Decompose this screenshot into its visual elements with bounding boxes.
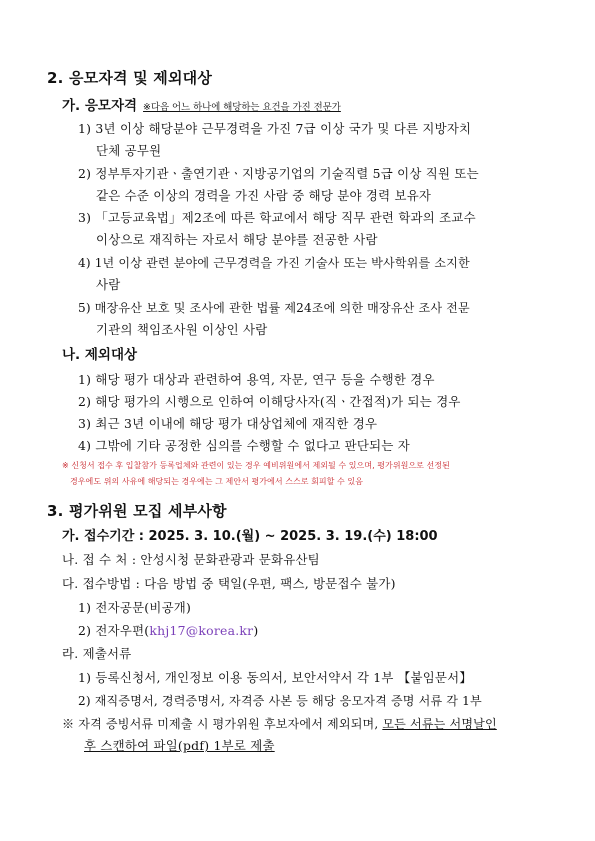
application-place: 나. 접 수 처 : 안성시청 문화관광과 문화유산팀 [62,552,320,567]
application-method: 다. 접수방법 : 다음 방법 중 택일(우편, 팩스, 방문접수 불가) [62,576,396,591]
qual-item-1-line-1: 1) 3년 이상 해당분야 근무경력을 가진 7급 이상 국가 및 다른 지방자치 [78,121,472,136]
final-note-prefix: ※ 자격 증빙서류 미제출 시 평가위원 후보자에서 제외되며, [62,717,383,731]
final-note-line-2 [84,740,275,752]
application-period: 가. 접수기간 : 2025. 3. 10.(월) ~ 2025. 3. 19.(수) 18:00 [62,529,438,544]
qualification-heading: 가. 응모자격 [62,98,138,114]
documents-item-1: 1) 등록신청서, 개인정보 이용 동의서, 보안서약서 각 1부 【붙임문서】 [78,670,473,685]
exclusion-note-line-1: ※ 신청서 접수 후 입찰참가 등록업체와 관련이 있는 경우 예비위원에서 제외될 수 있으며, 평가위원으로 선정된 [62,461,450,470]
exclusion-heading: 나. 제외대상 [62,347,138,363]
qual-item-2-line-1: 2) 정부투자기관ㆍ출연기관ㆍ지방공기업의 기술직렬 5급 이상 직원 또는 [78,166,479,181]
qual-item-1-line-2: 단체 공무원 [96,143,162,158]
qualification-note: ※다음 어느 하나에 해당하는 요건을 가진 전문가 [143,102,341,113]
qual-item-5-line-2: 기관의 책임조사원 이상인 사람 [96,322,268,337]
qual-item-4-line-1: 4) 1년 이상 관련 분야에 근무경력을 가진 기술사 또는 박사학위를 소지한 [78,256,470,270]
section-3-title: 3. 평가위원 모집 세부사항 [47,502,227,520]
qual-item-3-line-2: 이상으로 재직하는 자로서 해당 분야를 전공한 사람 [96,232,378,247]
method-item-2-prefix: 2) 전자우편( [78,623,150,638]
documents-heading: 라. 제출서류 [62,646,132,661]
qual-item-4-line-2: 사람 [96,277,121,292]
documents-item-2: 2) 재직증명서, 경력증명서, 자격증 사본 등 해당 응모자격 증명 서류 각 1부 [78,694,482,708]
excl-item-2: 2) 해당 평가의 시행으로 인하여 이해당사자(직ㆍ간접적)가 되는 경우 [78,394,461,409]
qual-item-2-line-2: 같은 수준 이상의 경력을 가진 사람 중 해당 분야 경력 보유자 [96,188,432,203]
excl-item-3: 3) 최근 3년 이내에 해당 평가 대상업체에 재직한 경우 [78,416,378,431]
qual-item-5-line-1: 5) 매장유산 보호 및 조사에 관한 법률 제24조에 의한 매장유산 조사 전문 [78,301,470,315]
excl-item-4: 4) 그밖에 기타 공정한 심의를 수행할 수 없다고 판단되는 자 [78,438,410,453]
contact-email: khj17@korea.kr [149,623,254,638]
final-note-underlined-1: 모든 서류는 서명날인 [382,717,497,731]
final-note-underlined-2: 후 스캔하여 파일(pdf) 1부로 제출 [84,738,275,753]
qualification-heading-row [62,97,341,114]
method-item-2 [78,625,258,637]
excl-item-1: 1) 해당 평가 대상과 관련하여 용역, 자문, 연구 등을 수행한 경우 [78,372,435,387]
exclusion-note-line-2: 경우에도 위의 사유에 해당되는 경우에는 그 제안서 평가에서 스스로 회피할 수 있음 [70,477,363,486]
qual-item-3-line-1: 3) 「고등교육법」제2조에 따른 학교에서 해당 직무 관련 학과의 조교수 [78,210,476,225]
section-2-title: 2. 응모자격 및 제외대상 [47,69,213,87]
method-item-2-suffix: ) [253,623,259,638]
method-item-1: 1) 전자공문(비공개) [78,600,192,615]
final-note-line-1 [62,718,497,730]
